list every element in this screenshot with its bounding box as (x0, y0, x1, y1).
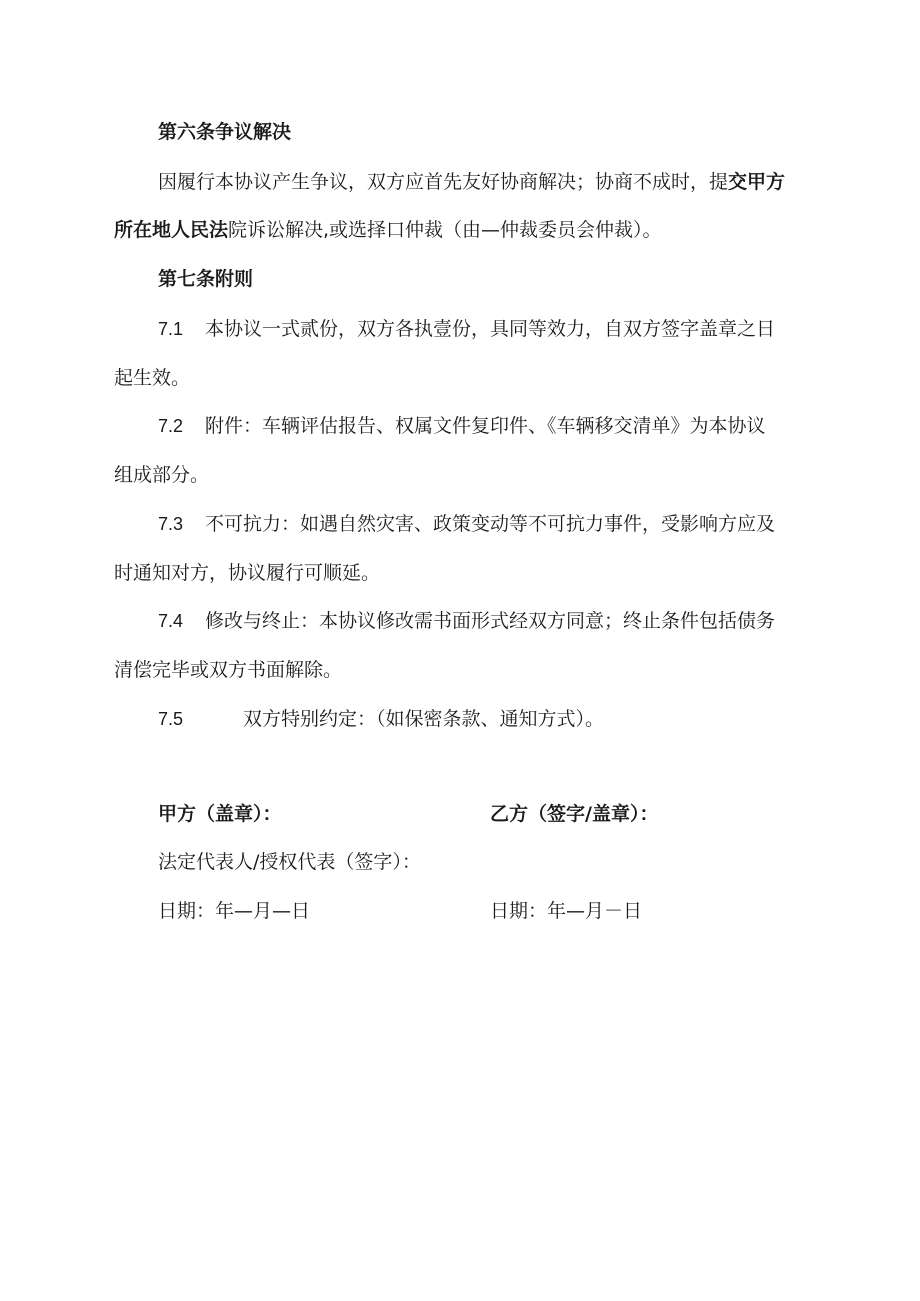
clause-text: 本协议一式贰份，双方各执壹份，具同等效力，自双方签字盖章之日 (205, 318, 776, 340)
clause-number: 7.2 (158, 416, 184, 436)
article-6-emphasis-2: 所在地人民法 (114, 219, 229, 241)
party-a-seal-label: 甲方（盖章）： (158, 803, 282, 825)
clause-7-2-line-2: 组成部分。 (114, 464, 210, 486)
clause-7-1-line-2: 起生效。 (114, 367, 191, 389)
clause-text: 修改与终止：本协议修改需书面形式经双方同意；终止条件包括债务 (205, 610, 776, 632)
clause-number: 7.1 (158, 319, 184, 339)
clause-7-5-line-1 (158, 707, 604, 731)
party-b-seal-label: 乙方（签字/盖章）： (490, 803, 659, 825)
party-b-date: 日期：年—月－日 (490, 900, 643, 922)
clause-7-4-line-2: 清偿完毕或双方书面解除。 (114, 659, 343, 681)
article-7-heading: 第七条附则 (158, 268, 254, 290)
clause-7-3-line-1 (158, 512, 775, 536)
article-6-text-2: 院诉讼解决,或选择口仲裁（由—仲裁委员会仲裁）。 (228, 219, 662, 241)
article-6-line-1 (158, 170, 785, 194)
clause-7-3-line-2: 时通知对方，协议履行可顺延。 (114, 562, 381, 584)
clause-7-1-line-1 (158, 317, 775, 341)
clause-number: 7.5 (158, 709, 184, 729)
clause-number: 7.3 (158, 514, 184, 534)
article-6-heading: 第六条争议解决 (158, 121, 292, 143)
legal-rep-signature-label: 法定代表人/授权代表（签字）： (158, 851, 421, 873)
article-6-emphasis: 交甲方 (728, 171, 786, 193)
party-a-date: 日期：年—月—日 (158, 900, 311, 922)
clause-7-4-line-1 (158, 609, 775, 633)
article-6-line-2 (114, 218, 662, 242)
clause-number: 7.4 (158, 611, 184, 631)
clause-text: 不可抗力：如遇自然灾害、政策变动等不可抗力事件，受影响方应及 (205, 513, 776, 535)
clause-7-2-line-1 (158, 414, 766, 438)
clause-text: 附件：车辆评估报告、权属文件复印件、《车辆移交清单》为本协议 (205, 415, 766, 437)
article-6-text: 因履行本协议产生争议，双方应首先友好协商解决；协商不成时，提 (158, 171, 729, 193)
clause-text: 双方特别约定：（如保密条款、通知方式）。 (243, 708, 605, 730)
